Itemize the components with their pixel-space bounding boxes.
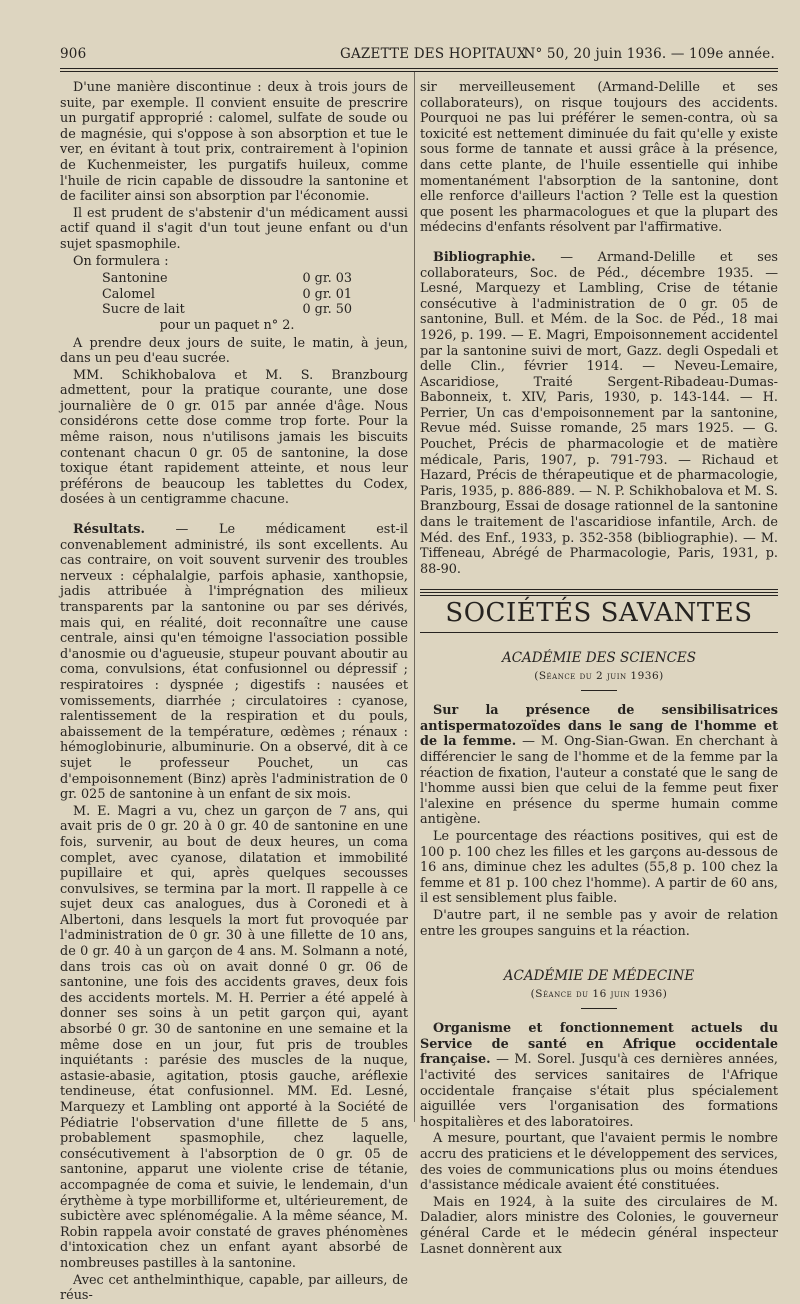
article [420,703,778,828]
header-rule [60,68,778,69]
article-title: Organisme et fonctionnement actuels du Service de santé en Afrique occidentale française. [420,1021,778,1068]
issue-info: N° 50, 20 juin 1936. — 109e année. [523,46,775,62]
paragraph: D'autre part, il ne semble pas y avoir de relation entre les groupes sanguins et la réaction. [420,907,778,939]
paragraph: sir merveilleusement (Armand-Delille et ses collaborateurs), on risque toujours des accidents. Pourquoi ne pas lui préférer le semen-contra, où sa toxicité est nettement diminuée du fait qu'elle y existe sous forme de tannate et aussi grâce à la présence, dans cette plante, de l'huile essentielle qui inhibe momentanément l'absorption de la santonine, dont elle renforce d'ailleurs l'action ? Telle est la question que posent les pharmacologues et que la plupart des médecins d'enfants résolvent par l'affirmative. [420,80,778,236]
formula-ingredient: Calomel [102,286,156,302]
formula-ingredient: Santonine [102,271,168,287]
header-rule-second [60,71,778,72]
running-header [60,44,775,66]
formula-row [102,271,352,287]
academy-heading: ACADÉMIE DE MÉDECINE [503,968,695,985]
bibliography [420,250,778,577]
section-rule [420,589,778,593]
left-column [60,80,408,1304]
short-rule [581,690,617,691]
bibliography-heading: Bibliographie. [433,249,536,265]
formula-note: pour un paquet n° 2. [159,317,295,333]
session-date: (Séance du 2 juin 1936) [534,669,664,682]
paragraph: A mesure, pourtant, que l'avaient permis le nombre accru des praticiens et le développement des services, des voies de communications plus ou moins étendues d'assistance médicale avaient été constituées. [420,1131,778,1194]
formula-row [102,287,352,303]
article-title: Sur la présence de sensibilisatrices antispermatozoïdes dans le sang de l'homme et de la femme. [420,703,778,750]
paragraph: On formulera : [73,253,169,269]
paragraph: A prendre deux jours de suite, le matin, à jeun, dans un peu d'eau sucrée. [60,335,408,367]
right-column [420,80,778,1257]
article-text: — M. Ong-Sian-Gwan. En cherchant à différencier le sang de l'homme et de la femme par la réaction de fixation, l'auteur a constaté que le sang de l'homme aussi bien que celui de la femme peut fixer l'alexine en présence du sperme humain comme antigène. [420,734,778,828]
paragraph: MM. Schikhobalova et M. S. Branzbourg admettent, pour la pratique courante, une dose journalière de 0 gr. 015 par année d'âge. Nous considérons cette dose comme trop forte. Pour la même raison, nous n'utilisons jamais les biscuits contenant chacun 0 gr. 05 de santonine, la dose toxique étant rapidement atteinte, et nous leur préférons de beaucoup les tablettes du Codex, dosées à un centigramme chacune. [60,367,408,508]
prescription-formula [102,271,408,333]
formula-dose: 0 gr. 03 [302,271,352,287]
formula-ingredient: Sucre de lait [102,302,185,318]
results-text: — Le médicament est-il convenablement administré, ils sont excellents. Au cas contraire, on voit souvent survenir des troubles nerveux : céphalalgie, parfois aphasie, xanthopsie, jadis attribuée à l'imprégnation des milieux transparents par la santonine ou par ses dérivés, mais qui, en réalité, doit reconnaître une cause centrale, ainsi qu'en témoigne l'association possible d'anosmie ou d'agueusie, stupeur pouvant aboutir au coma, convulsions, état confusionnel ou dépressif ; respiratoires : dyspnée ; digestifs : nausées et vomissements, diarrhée ; circulatoires : cyanose, ralentissement de la respiration et du pouls, abaissement de la température, œdèmes ; rénaux : hémoglobinurie, albuminurie. On a observé, dit à ce sujet le professeur Pouchet, un cas d'empoisonnement (Binz) après l'administration de 0 gr. 025 de santonine à un enfant de six mois. [60,522,408,803]
paragraph: Mais en 1924, à la suite des circulaires de M. Daladier, alors ministre des Colonies, le gouverneur général Carde et le médecin général inspecteur Lasnet donnèrent aux [420,1194,778,1257]
formula-row [102,302,352,318]
section-rule-thin [420,595,778,596]
bibliography-text: — Armand-Delille et ses collaborateurs, Soc. de Péd., décembre 1935. — Lesné, Marquezy et Lambling, Crise de tétanie consécutive à l'administration de 0 gr. 05 de santonine, Bull. et Mém. de la Soc. de Péd., 18 mai 1926, p. 199. — E. Magri, Empoisonnement accidentel par la santonine suivi de mort, Gazz. degli Ospedali et delle Clin., février 1914. — Neveu-Lemaire, Ascaridiose, Traité Sergent-Ribadeau-Dumas-Babonneix, t. XIV, Paris, 1930, p. 143-144. — H. Perrier, Un cas d'empoisonnement par la santonine, Revue méd. Suisse romande, 25 mars 1925. — G. Pouchet, Précis de pharmacologie et de matière médicale, Paris, 1907, p. 791-793. — Richaud et Hazard, Précis de thérapeutique et de pharmacologie, Paris, 1935, p. 886-889. — N. P. Schikhobalova et M. S. Branzbourg, Essai de dosage rationnel de la santonine dans le traitement de l'ascaridiose infantile, Arch. de Méd. des Enf., 1933, p. 352-358 (bibliographie). — M. Tiffeneau, Abrégé de Pharmacologie, Paris, 1931, p. 88-90. [420,249,778,577]
academy-heading: ACADÉMIE DES SCIENCES [501,650,697,666]
formula-dose: 0 gr. 50 [302,302,352,318]
page-number: 906 [60,46,87,62]
column-separator [414,72,415,1122]
article [420,1021,778,1130]
paragraph-results [60,522,408,803]
paragraph: D'une manière discontinue : deux à trois jours de suite, par exemple. Il convient ensuite de prescrire un purgatif approprié : calomel, sulfate de soude ou de magnésie, qui s'oppose à son absorption et tue le ver, en évitant à tout prix, contrairement à l'opinion de Kuchenmeister, les purgatifs huileux, comme l'huile de ricin capable de dissoudre la santonine et de faciliter ainsi son absorption par l'économie. [60,80,408,205]
paragraph: Avec cet anthelminthique, capable, par ailleurs, de réus- [60,1272,408,1304]
short-rule [581,1008,617,1009]
paragraph: Il est prudent de s'abstenir d'un médicament aussi actif quand il s'agit d'un tout jeune enfant ou d'un sujet spasmophile. [60,205,408,252]
section-rule-bottom [420,632,778,633]
formula-dose: 0 gr. 01 [302,286,352,302]
results-heading: Résultats. [73,522,145,538]
journal-title: GAZETTE DES HOPITAUX [340,46,527,62]
section-title: SOCIÉTÉS SAVANTES [445,598,753,629]
paragraph: M. E. Magri a vu, chez un garçon de 7 ans, qui avait pris de 0 gr. 20 à 0 gr. 40 de santonine en une fois, survenir, au bout de deux heures, un coma complet, avec cyanose, dilatation et immobilité pupillaire et qui, après quelques secousses convulsives, se termina par la mort. Il rappelle à ce sujet deux cas analogues, dus à Coronedi et à Albertoni, dans lesquels la mort fut provoquée par l'administration de 0 gr. 30 à une fillette de 10 ans, de 0 gr. 40 à un garçon de 4 ans. M. Solmann a noté, dans trois cas où on avait donné 0 gr. 06 de santonine, une fois des accidents graves, deux fois des accidents mortels. M. H. Perrier a été appelé à donner ses soins à un petit garçon qui, ayant absorbé 0 gr. 30 de santonine en une semaine et la même dose en un jour, fut pris de troubles inquiétants : parésie des muscles de la nuque, astasie-abasie, agitation, ptosis gauche, aréflexie tendineuse, état confusionnel. MM. Ed. Lesné, Marquezy et Lambling ont apporté à la Société de Pédiatrie l'observation d'une fillette de 5 ans, probablement spasmophile, chez laquelle, consécutivement à l'absorption de 0 gr. 05 de santonine, apparut une violente crise de tétanie, accompagnée de coma et suivie, le lendemain, d'un érythème à type morbilliforme et, ultérieurement, de subictère avec splénomégalie. A la même séance, M. Robin rappela avoir constaté de graves phénomènes d'intoxication chez un enfant ayant absorbé de nombreuses pastilles à la santonine. [60,803,408,1271]
article-text: — M. Sorel. Jusqu'à ces dernières années, l'activité des services sanitaires de l'Afrique occidentale française s'était plus spécialement aiguillée vers l'organisation des formations hospitalières et des laboratoires. [420,1052,778,1130]
session-date: (Séance du 16 juin 1936) [530,987,668,1000]
paragraph: Le pourcentage des réactions positives, qui est de 100 p. 100 chez les filles et les garçons au-dessous de 16 ans, diminue chez les adultes (55,8 p. 100 chez la femme et 81 p. 100 chez l'homme). A partir de 60 ans, il est sensiblement plus faible. [420,828,778,907]
